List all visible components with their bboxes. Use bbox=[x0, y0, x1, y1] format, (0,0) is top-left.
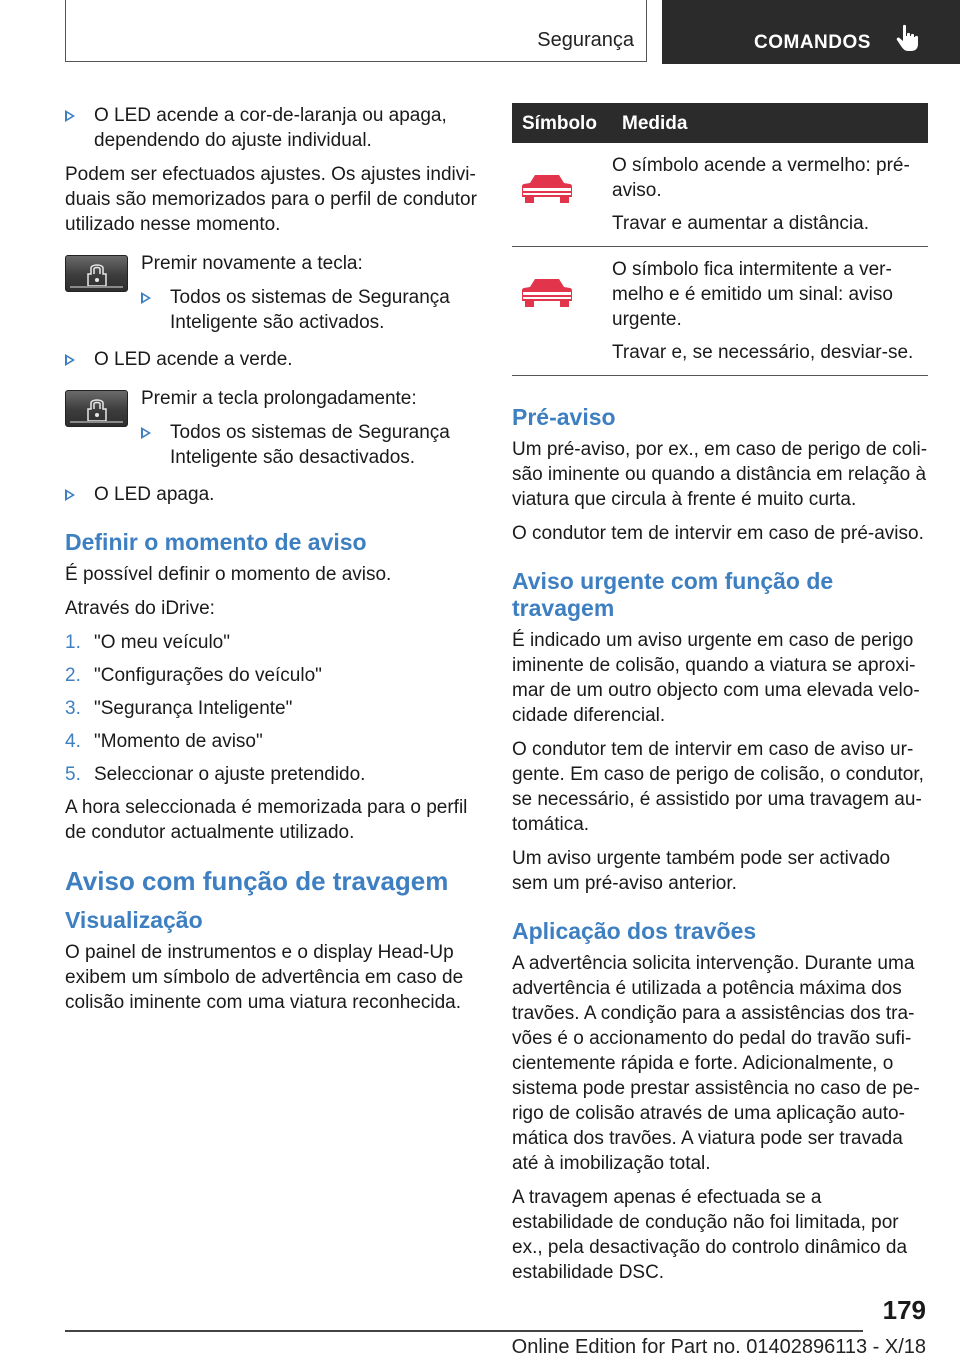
paragraph-apply-1: A advertência solicita intervenção. Durante uma advertência é utilizada a potência máxima dos travões. A condição para a assistências dos travões é o accionamento do pedal do travão suficientemente rápida e forte. Adicionalmente, o sistema pode prestar assistência no caso de perigo de colisão através de uma aplicação automática dos travões. A viatura pode ser travada até à imobilização total. bbox=[512, 953, 920, 1174]
step-text: "O meu veículo" bbox=[94, 632, 230, 653]
left-column bbox=[65, 103, 477, 1024]
bullet-text: O LED acende a verde. bbox=[94, 349, 293, 370]
step-4 bbox=[65, 729, 477, 754]
paragraph-settings: Podem ser efectuados ajustes. Os ajustes individuais são memorizados para o perfil de condutor utilizado nesse momento. bbox=[65, 164, 477, 235]
step-1 bbox=[65, 630, 477, 655]
instruction-text: Premir a tecla prolongadamente: bbox=[141, 388, 417, 409]
action-cell bbox=[612, 143, 928, 247]
action-cell bbox=[612, 247, 928, 376]
right-column bbox=[512, 103, 928, 1294]
paragraph-display: O painel de instrumentos e o display Head-Up exibem um símbolo de advertência em caso de colisão iminente com uma viatura reconhecida. bbox=[65, 942, 464, 1013]
step-2 bbox=[65, 663, 477, 688]
header-chapter-box bbox=[662, 0, 960, 64]
heading-brake-application: Aplicação dos travões bbox=[512, 918, 757, 944]
column-header-action: Medida bbox=[612, 103, 928, 143]
button-instruction-deactivate bbox=[65, 386, 477, 470]
car-warning-icon bbox=[520, 171, 574, 207]
table-row bbox=[512, 143, 928, 247]
bullet-deactivated bbox=[141, 420, 477, 470]
instruction-text: Premir novamente a tecla: bbox=[141, 253, 363, 274]
column-header-symbol: Símbolo bbox=[512, 103, 612, 143]
car-warning-icon bbox=[520, 275, 574, 311]
hand-pointer-icon bbox=[896, 24, 920, 52]
action-text: O símbolo acende a vermelho: pré-aviso. bbox=[612, 155, 910, 201]
heading-warning-braking: Aviso com função de travagem bbox=[65, 866, 449, 896]
step-5 bbox=[65, 762, 477, 787]
footer-divider bbox=[65, 1330, 863, 1332]
paragraph-apply-2: A travagem apenas é efectuada se a estabilidade de condução não foi limitada, por ex., pela desactivação do controlo dinâmico da estabilidade DSC. bbox=[512, 1187, 908, 1283]
bullet-text: Todos os sistemas de Segurança Inteligente são activados. bbox=[170, 287, 450, 333]
step-number: 4. bbox=[65, 731, 81, 752]
step-number: 1. bbox=[65, 632, 81, 653]
triangle-bullet-icon bbox=[65, 110, 75, 122]
heading-pre-warning: Pré-aviso bbox=[512, 404, 616, 430]
page-number: 179 bbox=[882, 1295, 926, 1325]
triangle-bullet-icon bbox=[65, 489, 75, 501]
bullet-text: O LED acende a cor-de-laranja ou apaga, dependendo do ajuste individual. bbox=[94, 105, 447, 151]
paragraph-idrive: Através do iDrive: bbox=[65, 598, 215, 619]
header-section-box bbox=[65, 0, 647, 62]
triangle-bullet-icon bbox=[141, 292, 151, 304]
bullet-text: O LED apaga. bbox=[94, 484, 215, 505]
step-number: 2. bbox=[65, 665, 81, 686]
paragraph-pre-1: Um pré-aviso, por ex., em caso de perigo de colisão iminente ou quando a distância em relação à viatura que circula à frente é muito curta. bbox=[512, 439, 928, 510]
step-text: Seleccionar o ajuste pretendido. bbox=[94, 764, 366, 785]
paragraph-urgent-1: É indicado um aviso urgente em caso de perigo iminente de colisão, quando a viatura se aproximar de um outro objecto com uma elevada velocidade diferencial. bbox=[512, 630, 920, 726]
step-3 bbox=[65, 696, 477, 721]
bullet-led-orange bbox=[65, 103, 477, 153]
heading-display: Visualização bbox=[65, 907, 203, 933]
symbol-cell bbox=[512, 247, 612, 376]
action-text: O símbolo fica intermitente a vermelho e é emitido um sinal: aviso urgente. bbox=[612, 259, 893, 330]
section-title: Segurança bbox=[537, 29, 634, 51]
symbol-table bbox=[512, 103, 928, 376]
button-instruction-activate bbox=[65, 251, 477, 335]
heading-define-warning-time: Definir o momento de aviso bbox=[65, 529, 367, 555]
triangle-bullet-icon bbox=[65, 354, 75, 366]
paragraph-urgent-2: O condutor tem de intervir em caso de aviso urgente. Em caso de perigo de colisão, o condutor, se necessário, é assistido por uma travagem automática. bbox=[512, 739, 924, 835]
action-text: Travar e aumentar a distância. bbox=[612, 213, 869, 234]
bullet-text: Todos os sistemas de Segurança Inteligente são desactivados. bbox=[170, 422, 450, 468]
table-row bbox=[512, 247, 928, 376]
heading-urgent-warning: Aviso urgente com função de travagem bbox=[512, 568, 834, 621]
symbol-cell bbox=[512, 143, 612, 247]
step-text: "Momento de aviso" bbox=[94, 731, 263, 752]
safety-button-icon bbox=[65, 255, 128, 292]
bullet-led-off bbox=[65, 482, 477, 507]
paragraph-saved: A hora seleccionada é memorizada para o perfil de condutor actualmente utilizado. bbox=[65, 797, 468, 843]
step-text: "Configurações do veículo" bbox=[94, 665, 322, 686]
chapter-title: COMANDOS bbox=[754, 32, 871, 53]
safety-button-icon bbox=[65, 390, 128, 427]
bullet-activated bbox=[141, 285, 477, 335]
action-text: Travar e, se necessário, desviar-se. bbox=[612, 342, 914, 363]
step-text: "Segurança Inteligente" bbox=[94, 698, 293, 719]
bullet-led-green bbox=[65, 347, 477, 372]
footer-edition: Online Edition for Part no. 01402896113 - X/18 bbox=[511, 1336, 926, 1358]
step-number: 3. bbox=[65, 698, 81, 719]
paragraph-urgent-3: Um aviso urgente também pode ser activado sem um pré-aviso anterior. bbox=[512, 848, 891, 894]
triangle-bullet-icon bbox=[141, 427, 151, 439]
step-number: 5. bbox=[65, 764, 81, 785]
paragraph-define: É possível definir o momento de aviso. bbox=[65, 564, 392, 585]
paragraph-pre-2: O condutor tem de intervir em caso de pré-aviso. bbox=[512, 523, 924, 544]
